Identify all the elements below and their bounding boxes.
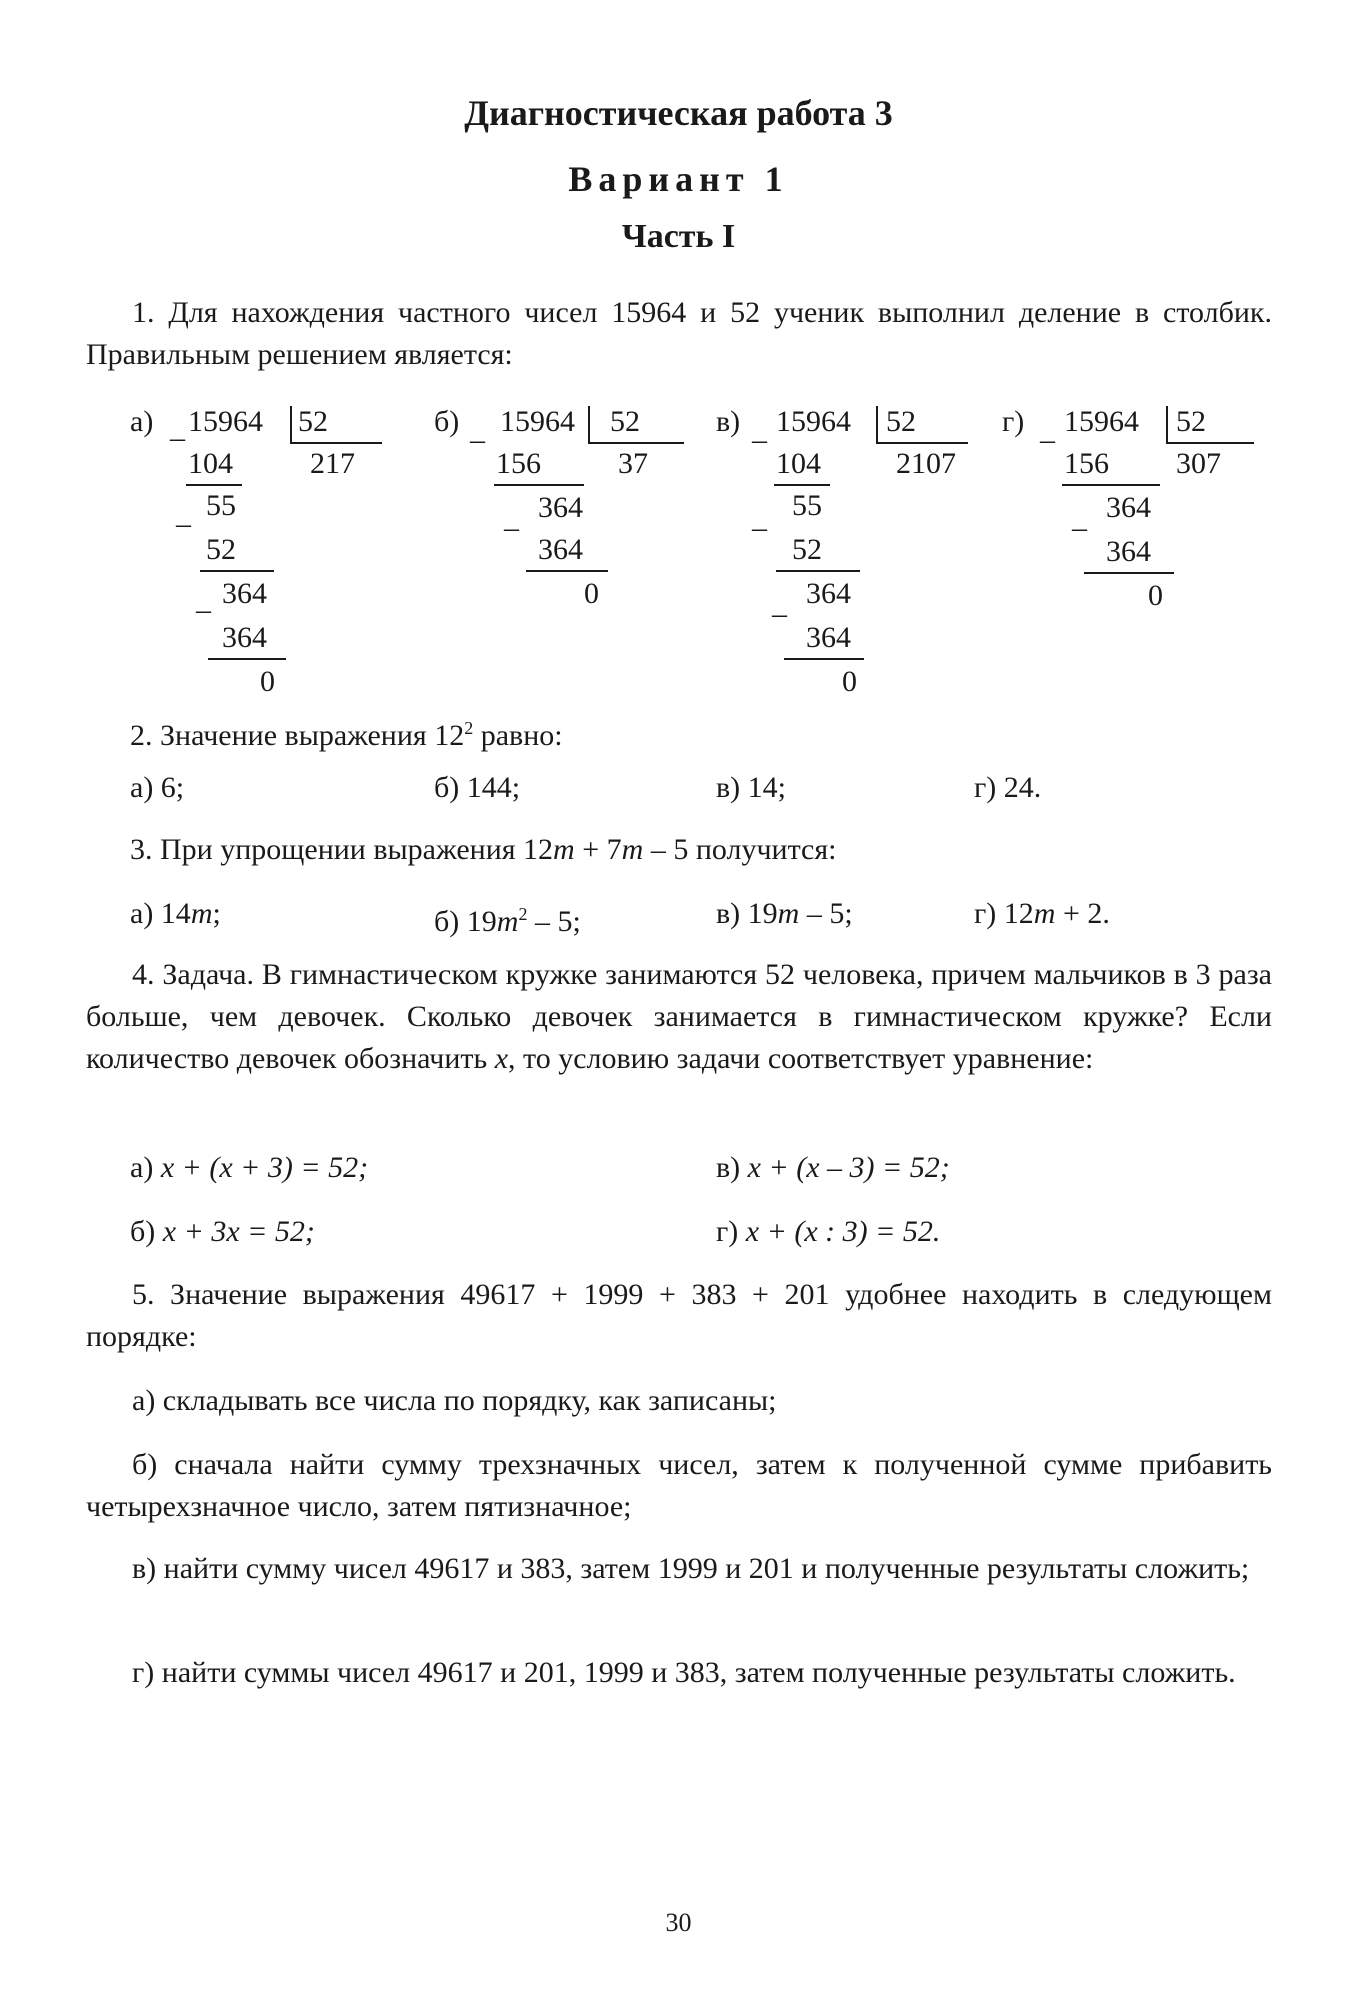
q4-option-a — [130, 1148, 368, 1188]
step: 52 — [792, 533, 822, 566]
q1-option-c-label: в) — [716, 405, 741, 438]
q3-variable: m — [1033, 897, 1056, 930]
q5-option-b: б) сначала найти сумму трехзначных чисел, затем к полученной сумме прибавить четырехзначное число, затем пятизначное; — [86, 1448, 1272, 1523]
question-3-text — [130, 830, 837, 870]
q3-option-text: в) 19 — [716, 897, 778, 930]
step: 0 — [260, 665, 275, 698]
q3-exponent: 2 — [518, 904, 528, 924]
divisor: 52 — [886, 405, 916, 438]
divisor: 52 — [1176, 405, 1206, 438]
q5-option-c: в) найти сумму чисел 49617 и 383, затем 1999 и 201 и полученные результаты сложить; — [132, 1552, 1250, 1585]
q3-variable: m — [621, 833, 644, 866]
q2-option-c: в) 14; — [716, 771, 786, 804]
q4-option-label: а) — [130, 1151, 161, 1184]
q3-option-d — [974, 894, 1110, 934]
q3-option-text: г) 12 — [974, 897, 1034, 930]
step: 364 — [538, 491, 583, 524]
dividend: 15964 — [776, 405, 851, 438]
q2-text-part: равно: — [473, 719, 563, 752]
page-number: 30 — [665, 1908, 692, 1937]
step: 364 — [222, 577, 267, 610]
quotient: 2107 — [896, 447, 956, 480]
question-4-text — [86, 954, 1272, 1080]
q3-option-text: – 5; — [527, 905, 581, 938]
quotient: 217 — [310, 447, 355, 480]
step: 104 — [188, 447, 233, 480]
q3-option-text: б) 19 — [434, 905, 497, 938]
step: 364 — [806, 621, 851, 654]
q3-option-text: – 5; — [799, 897, 853, 930]
q3-variable: m — [553, 833, 575, 866]
dividend: 15964 — [188, 405, 263, 438]
q4-text-part: 4. Задача. В гимнастическом кружке занимаются 52 человека, причем мальчиков в 3 раза больше, чем девочек. Сколько девочек занимается в гимнастическом кружке? Если количество девочек обозначить — [86, 958, 1272, 1075]
step: 364 — [1106, 535, 1151, 568]
q1-option-d-label: г) — [1002, 405, 1025, 438]
step: 364 — [538, 533, 583, 566]
worksheet-page: Диагностическая работа 3 Вариант 1 Часть I 1. Для нахождения частного чисел 15964 и 52 ученик выполнил деление в столбик. Правильным решением является: а) _ 15964 52 217 104 – 55 52 – 364 364 0 б) – 15964 52 37 156 – 364 364 0 в) – 15964 52 2107 104 – 55 52 – 364 364 0 г) – 15964 52 307 156 – 364 364 0 2. Значение выражения $12^2$ равно: а) 6; б) 144; в) 14; г) 24. 3. При упрощении выражения 12m + 7m – 5 получится: а) 14m; б) $19m^2 - 5$; в) 19m – 5; г) 12m + 2. 4. Задача. В гимнастическом кружке занимаются 52 человека, причем мальчиков в 3 раза больше, чем девочек. Сколько девочек занимается в гимнастическом кружке? Если количество девочек обозначить x, то условию задачи соответствует уравнение: а) x + (x + 3) = 52; в) x + (x – 3) = 52; б) x + 3x = 52; г) x + (x : 3) = 52. 5. Значение выражения 49617 + 1999 + 383 + 201 удобнее находить в следующем порядке: а) складывать все числа по порядку, как записаны; б) сначала найти сумму трехзначных чисел, затем к полученной сумме прибавить четырехзначное число, затем пятизначное; в) найти сумму чисел 49617 и 383, затем 1999 и 201 и полученные результаты сложить; г) найти суммы чисел 49617 и 201, 1999 и 383, затем полученные результаты сложить. 30 — [0, 0, 1357, 2000]
q3-option-c — [716, 894, 853, 934]
q3-variable: m — [190, 897, 213, 930]
page-title: Диагностическая работа 3 — [464, 93, 893, 133]
step: 364 — [806, 577, 851, 610]
q2-option-b: б) 144; — [434, 771, 521, 804]
q4-option-label: в) — [716, 1151, 748, 1184]
q4-option-b — [130, 1212, 315, 1252]
q3-option-b — [434, 894, 581, 942]
step: 0 — [1148, 579, 1163, 612]
step: 55 — [206, 489, 236, 522]
q4-option-expression: x + 3x = 52; — [162, 1215, 315, 1248]
step: 364 — [222, 621, 267, 654]
q5-option-a: а) складывать все числа по порядку, как записаны; — [132, 1384, 777, 1417]
question-2-text — [130, 708, 563, 756]
q5-option-d: г) найти суммы чисел 49617 и 201, 1999 и 383, затем полученные результаты сложить. — [132, 1656, 1236, 1689]
step: 364 — [1106, 491, 1151, 524]
q3-option-text: + 2. — [1055, 897, 1110, 930]
step: 156 — [1064, 447, 1109, 480]
q4-option-expression: x + (x – 3) = 52; — [747, 1151, 950, 1184]
question-1-text: 1. Для нахождения частного чисел 15964 и 52 ученик выполнил деление в столбик. Правильным решением является: — [86, 296, 1272, 371]
q4-variable: x — [494, 1042, 509, 1075]
question-5-text: 5. Значение выражения 49617 + 1999 + 383 + 201 удобнее находить в следующем порядке: — [86, 1278, 1272, 1353]
divisor: 52 — [298, 405, 328, 438]
q1-option-a-label: а) — [130, 405, 154, 438]
step: 52 — [206, 533, 236, 566]
variant-title: Вариант 1 — [568, 159, 789, 199]
step: 0 — [584, 577, 599, 610]
step: 55 — [792, 489, 822, 522]
q4-option-label: г) — [716, 1215, 746, 1248]
q4-option-c — [716, 1148, 950, 1188]
q2-option-a: а) 6; — [130, 771, 185, 804]
q4-option-expression: x + (x + 3) = 52; — [160, 1151, 369, 1184]
q4-option-label: б) — [130, 1215, 163, 1248]
q3-variable: m — [777, 897, 800, 930]
dividend: 15964 — [500, 405, 575, 438]
step: 104 — [776, 447, 821, 480]
q2-exponent: 2 — [464, 718, 474, 738]
dividend: 15964 — [1064, 405, 1139, 438]
quotient: 37 — [618, 447, 648, 480]
q4-option-expression: x + (x : 3) = 52. — [745, 1215, 941, 1248]
q3-text-part: + 7 — [574, 833, 622, 866]
q1-option-b-label: б) — [434, 405, 460, 438]
q3-option-a — [130, 894, 221, 934]
q3-option-text: ; — [212, 897, 221, 930]
q3-option-text: а) 14 — [130, 897, 191, 930]
q2-option-d: г) 24. — [974, 771, 1042, 804]
q3-variable: m — [496, 905, 519, 938]
q3-text-part: 3. При упрощении выражения 12 — [130, 833, 554, 866]
q2-text-part: 2. Значение выражения 12 — [130, 719, 465, 752]
q4-option-d — [716, 1212, 940, 1252]
quotient: 307 — [1176, 447, 1221, 480]
q4-text-part: , то условию задачи соответствует уравнение: — [508, 1042, 1094, 1075]
step: 0 — [842, 665, 857, 698]
divisor: 52 — [610, 405, 640, 438]
q3-text-part: – 5 получится: — [643, 833, 837, 866]
step: 156 — [496, 447, 541, 480]
part-title: Часть I — [621, 218, 736, 255]
